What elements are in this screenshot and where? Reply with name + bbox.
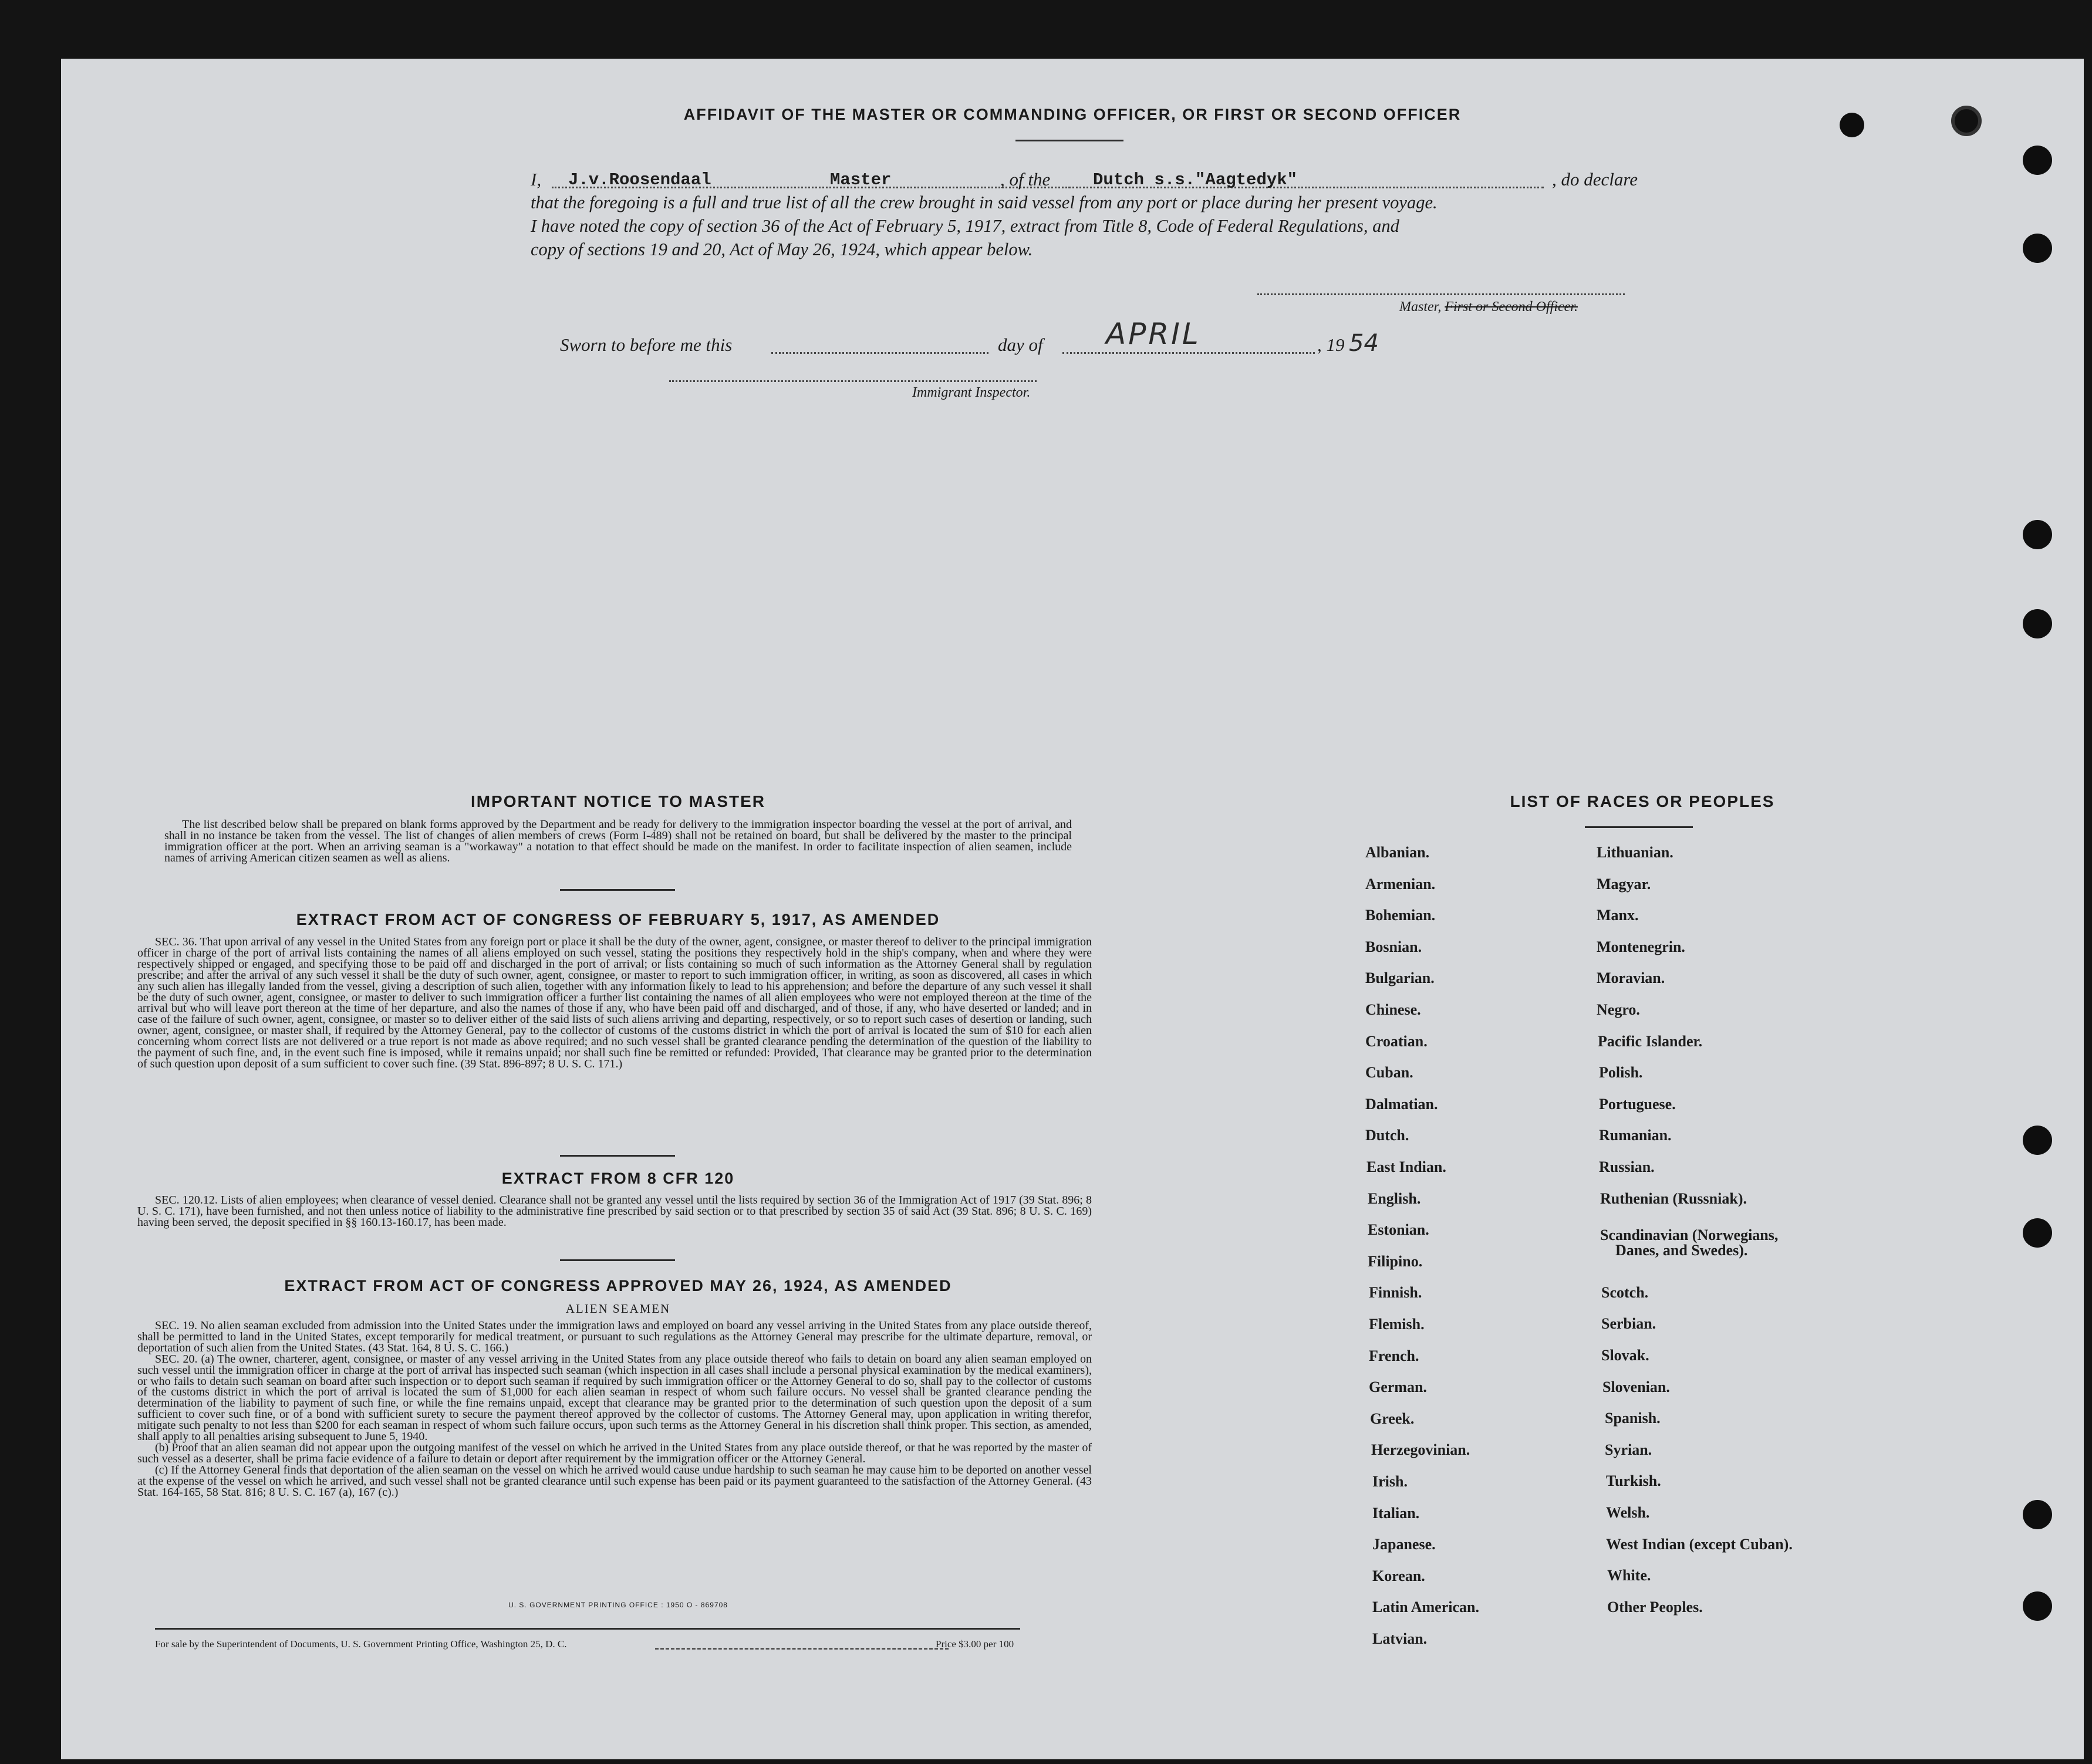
race-item: Polish. bbox=[1599, 1064, 1643, 1081]
for-sale-text: For sale by the Superintendent of Documents, U. S. Government Printing Office, Washington 25, D. C. bbox=[155, 1638, 567, 1650]
signature-dotted-line bbox=[1257, 293, 1625, 295]
affidavit-line-4: copy of sections 19 and 20, Act of May 26, 1924, which appear below. bbox=[531, 239, 1033, 259]
printing-office-line: U. S. GOVERNMENT PRINTING OFFICE : 1950 O - 869708 bbox=[508, 1601, 728, 1609]
race-item: Bosnian. bbox=[1365, 938, 1422, 955]
extract-1924-title: EXTRACT FROM ACT OF CONGRESS APPROVED MAY 26, 1924, AS AMENDED bbox=[284, 1277, 952, 1295]
race-item: Latin American. bbox=[1372, 1599, 1479, 1616]
day-of-text: day of bbox=[998, 334, 1043, 355]
affidavit-line-3: I have noted the copy of section 36 of the Act of February 5, 1917, extract from Title 8, Code of Federal Regulations, and bbox=[531, 216, 1399, 236]
sec36-paragraph: SEC. 36. That upon arrival of any vessel in the United States from any foreign port or place it shall be the duty of the owner, agent, consignee, or master thereof to deliver to the principal immigration officer in charge of the port of arrival lists containing the names of all aliens employed on such vessel, stating the positions they respectively hold in the ship's company, when and where they were respectively shipped or engaged, and specifying those to be paid off and discharged in the port of arrival; or lists containing so much of such information as the Attorney General shall by regulation prescribe; and after the arrival of any such vessel it shall be the duty of such owner, agent, consignee, or master to report to such immigration officer, in writing, as soon as discovered, all cases in which any such alien has illegally landed from the vessel, giving a description of such alien, together with any information likely to lead to his apprehension; and before the departure of any such vessel it shall be the duty of such owner, agent, consignee, or master to deliver to such immigration officer a further list containing the names of all alien employees who were not employed thereon at the time of the arrival but who will leave port thereon at the time of her departure, and also the names of those if any, who have been paid off and discharged, and of those, if any, who have deserted or landed; and in case of the failure of such owner, agent, consignee, or master so to deliver either of the said lists of such aliens arriving and departing, respectively, or so to report such cases of desertion or landing, such owner, agent, consignee, or master shall, if required by the Attorney General, pay to the collector of customs of the customs district in which the port of arrival is located the sum of $10 for each alien concerning whom correct lists are not delivered or a true report is not made as above required; and no such vessel shall be granted clearance pending the determination of the question of the liability to the payment of such fine, and, in the event such fine is imposed, while it remains unpaid; nor shall such fine be remitted or refunded: Provided, That clearance may be granted prior to the determination of such question upon deposit of a sum sufficient to cover such fine. (39 Stat. 896-897; 8 U. S. C. 171.) bbox=[137, 935, 1092, 1070]
race-item: Latvian. bbox=[1372, 1630, 1428, 1647]
divider bbox=[1585, 826, 1693, 828]
race-item: Italian. bbox=[1372, 1504, 1420, 1522]
extract-1924-body bbox=[137, 1320, 1092, 1498]
footer-dashes bbox=[655, 1648, 949, 1650]
race-item: Spanish. bbox=[1605, 1410, 1661, 1427]
race-item: Greek. bbox=[1370, 1410, 1415, 1427]
race-item: Estonian. bbox=[1368, 1221, 1429, 1239]
month-dotted-line bbox=[1062, 352, 1315, 354]
extract-1917-body bbox=[137, 937, 1092, 1070]
affidavit-line-2: that the foregoing is a full and true list of all the crew brought in said vessel from any port or place during her present voyage. bbox=[531, 192, 1438, 212]
notice-title: IMPORTANT NOTICE TO MASTER bbox=[470, 792, 766, 810]
race-item: Turkish. bbox=[1606, 1472, 1661, 1489]
document-page bbox=[61, 59, 2084, 1759]
race-item: Bohemian. bbox=[1365, 907, 1436, 924]
race-item: German. bbox=[1369, 1378, 1427, 1396]
race-item: West Indian (except Cuban). bbox=[1606, 1536, 1793, 1553]
race-item: Slovak. bbox=[1601, 1347, 1649, 1364]
punch-hole bbox=[2023, 234, 2052, 263]
race-item: Lithuanian. bbox=[1597, 844, 1673, 861]
race-item: Ruthenian (Russniak). bbox=[1600, 1190, 1747, 1207]
race-item: East Indian. bbox=[1366, 1158, 1446, 1175]
notice-paragraph: The list described below shall be prepared on blank forms approved by the Department and be ready for delivery to the immigration inspector boarding the vessel at the port of arrival, and shall in no instance be taken from the vessel. The list of changes of alien members of crews (Form I-489) shall not be retained on board, but shall be delivered by the master to the principal immigration officer at the port. When an arriving seaman is a "workaway" a notation to that effect should be made on the manifest. In order to facilitate inspection of alien seamen, include names of arriving American citizen seamen as well as aliens. bbox=[164, 818, 1072, 864]
race-item: Bulgarian. bbox=[1365, 969, 1435, 987]
sec120-paragraph: SEC. 120.12. Lists of alien employees; when clearance of vessel denied. Clearance shall not be granted any vessel until the lists required by section 36 of the Immigration Act of 1917 (39 Stat. 896; 8 U. S. C. 171), have been furnished, and not then unless notice of liability to the administrative fine prescribed by said section or to that prescribed by section 35 of said Act (39 Stat. 896; 8 U. S. C. 169) having been served, the deposit specified in §§ 160.13-160.17, has been made. bbox=[137, 1194, 1092, 1229]
punch-hole bbox=[2023, 520, 2052, 549]
month-handwritten: APRIL bbox=[1106, 317, 1201, 351]
race-item: Japanese. bbox=[1372, 1536, 1436, 1553]
master-label: Master, bbox=[1399, 299, 1442, 315]
race-item: Other Peoples. bbox=[1607, 1599, 1703, 1616]
sec20a-paragraph: SEC. 20. (a) The owner, charterer, agent, consignee, or master of any vessel arriving in the United States from any place outside thereof who fails to detain on board any alien seaman employed on such vessel until the immigration officer in charge at the port of arrival has inspected such seaman (which inspection in all cases shall include a personal physical examination by the medical examiners), or who fails to detain such seaman on board after such inspection or to deport such seaman if required by such immigration officer or the Attorney General to do so, shall pay to the collector of customs of the customs district in which the port of arrival is located the sum of $1,000 for each alien seaman in respect of whom such failure occurs. No vessel shall be granted clearance pending the determination of the liability to payment of such fine, or while the fine remains unpaid, except that clearance may be granted prior to the determination of such question upon the deposit of a sum sufficient to cover such fine, or of a bond with sufficient surety to secure the payment thereof approved by the collector of customs. The Attorney General may, upon application in writing therefor, mitigate such penalty to not less than $200 for each seaman in respect of whom such failure occurs, upon such terms as the Attorney General in his discretion shall think proper. This section, as amended, shall apply to all penalties arising subsequent to June 5, 1940. bbox=[137, 1352, 1092, 1444]
race-item: Scotch. bbox=[1601, 1284, 1649, 1301]
day-dotted-line bbox=[771, 352, 988, 354]
notice-body bbox=[164, 819, 1072, 864]
race-item: Danes, and Swedes). bbox=[1615, 1242, 1748, 1259]
race-item: Finnish. bbox=[1369, 1284, 1422, 1302]
race-item: Dalmatian. bbox=[1365, 1095, 1438, 1113]
race-item: Moravian. bbox=[1597, 969, 1665, 986]
inspector-dotted-line bbox=[669, 380, 1037, 382]
do-declare-text: , do declare bbox=[1552, 169, 1638, 190]
year-prefix: , 19 bbox=[1317, 334, 1345, 355]
signature-label bbox=[1399, 299, 1578, 315]
divider bbox=[560, 889, 675, 891]
race-item: Korean. bbox=[1372, 1567, 1425, 1584]
race-item: White. bbox=[1607, 1567, 1651, 1584]
sec20b-paragraph: (b) Proof that an alien seaman did not appear upon the outgoing manifest of the vessel on which he arrived in the United States from any place outside thereof, or that he was reported by the master of such vessel as a deserter, shall be prima facie evidence of a failure to detain or deport after requirement by the immigration officer or the Attorney General. bbox=[137, 1441, 1092, 1465]
punch-hole bbox=[2023, 1218, 2052, 1248]
rank-field: Master bbox=[830, 170, 892, 190]
divider bbox=[560, 1155, 675, 1157]
inspector-label: Immigrant Inspector. bbox=[912, 385, 1031, 400]
extract-cfr-body bbox=[137, 1195, 1092, 1228]
vessel-field: Dutch s.s."Aagtedyk" bbox=[1093, 170, 1298, 190]
races-title: LIST OF RACES OR PEOPLES bbox=[1510, 792, 1775, 810]
divider bbox=[560, 1259, 675, 1261]
punch-hole bbox=[2023, 1591, 2052, 1621]
i-word: I, bbox=[531, 169, 542, 190]
race-item: Flemish. bbox=[1369, 1316, 1425, 1333]
race-item: English. bbox=[1368, 1189, 1421, 1207]
year-handwritten: 54 bbox=[1349, 330, 1379, 357]
punch-hole bbox=[2023, 609, 2052, 638]
punch-hole bbox=[2023, 146, 2052, 175]
struck-officer-label: First or Second Officer. bbox=[1445, 299, 1578, 315]
punch-hole bbox=[2023, 1126, 2052, 1155]
race-item: Armenian. bbox=[1365, 875, 1436, 893]
race-item: Slovenian. bbox=[1602, 1378, 1670, 1395]
race-item: Cuban. bbox=[1365, 1064, 1413, 1082]
price-text: Price $3.00 per 100 bbox=[936, 1638, 1014, 1650]
race-item: Pacific Islander. bbox=[1598, 1033, 1703, 1050]
race-item: Irish. bbox=[1372, 1473, 1408, 1490]
race-item: Croatian. bbox=[1365, 1032, 1428, 1050]
extract-cfr-title: EXTRACT FROM 8 CFR 120 bbox=[501, 1170, 735, 1187]
alien-seamen-subtitle: ALIEN SEAMEN bbox=[565, 1302, 671, 1316]
race-item: Portuguese. bbox=[1599, 1096, 1676, 1113]
sec19-paragraph: SEC. 19. No alien seaman excluded from admission into the United States under the immigration laws and employed on board any vessel arriving in the United States from any place outside thereof, shall be permitted to land in the United States, except temporarily for medical treatment, or pursuant to such regulations as the Attorney General may prescribe for the ultimate departure, removal, or deportation of such alien from the United States. (43 Stat. 164, 8 U. S. C. 166.) bbox=[137, 1319, 1092, 1354]
affidavit-title: AFFIDAVIT OF THE MASTER OR COMMANDING OFFICER, OR FIRST OR SECOND OFFICER bbox=[683, 106, 1462, 123]
race-item: French. bbox=[1369, 1347, 1419, 1364]
sworn-text: Sworn to before me this bbox=[560, 334, 733, 355]
race-item: Albanian. bbox=[1365, 844, 1430, 861]
race-item: Chinese. bbox=[1365, 1001, 1421, 1018]
sworn-line bbox=[560, 317, 1440, 364]
affidavit-line-1 bbox=[531, 169, 1687, 192]
race-item: Negro. bbox=[1597, 1001, 1640, 1018]
race-item: Montenegrin. bbox=[1597, 938, 1685, 955]
punch-hole bbox=[2023, 1500, 2052, 1529]
race-item: Scandinavian (Norwegians, bbox=[1600, 1226, 1779, 1243]
race-item: Serbian. bbox=[1601, 1315, 1656, 1332]
footer-rule bbox=[155, 1628, 1020, 1630]
race-item: Welsh. bbox=[1606, 1504, 1650, 1521]
of-the-text: , of the bbox=[1000, 169, 1051, 190]
master-name-field: J.v.Roosendaal bbox=[568, 170, 711, 190]
race-item: Herzegovinian. bbox=[1371, 1441, 1470, 1459]
race-item: Manx. bbox=[1597, 907, 1639, 924]
divider bbox=[1015, 140, 1123, 141]
sec20c-paragraph: (c) If the Attorney General finds that deportation of the alien seaman on the vessel on which he arrived would cause undue hardship to such seaman he may cause him to be deported on another vessel at the expense of the vessel on which he arrived, and such vessel shall not be granted clearance until such expense has been paid or its payment guaranteed to the satisfaction of the Attorney General. (43 Stat. 164-165, 58 Stat. 816; 8 U. S. C. 167 (a), 167 (c).) bbox=[137, 1463, 1092, 1499]
race-item: Syrian. bbox=[1605, 1441, 1652, 1458]
race-item: Russian. bbox=[1599, 1158, 1655, 1175]
race-item: Rumanian. bbox=[1599, 1127, 1672, 1144]
race-item: Filipino. bbox=[1368, 1252, 1423, 1270]
race-item: Magyar. bbox=[1597, 876, 1651, 893]
race-item: Dutch. bbox=[1365, 1127, 1409, 1144]
extract-1917-title: EXTRACT FROM ACT OF CONGRESS OF FEBRUARY 5, 1917, AS AMENDED bbox=[296, 911, 940, 928]
